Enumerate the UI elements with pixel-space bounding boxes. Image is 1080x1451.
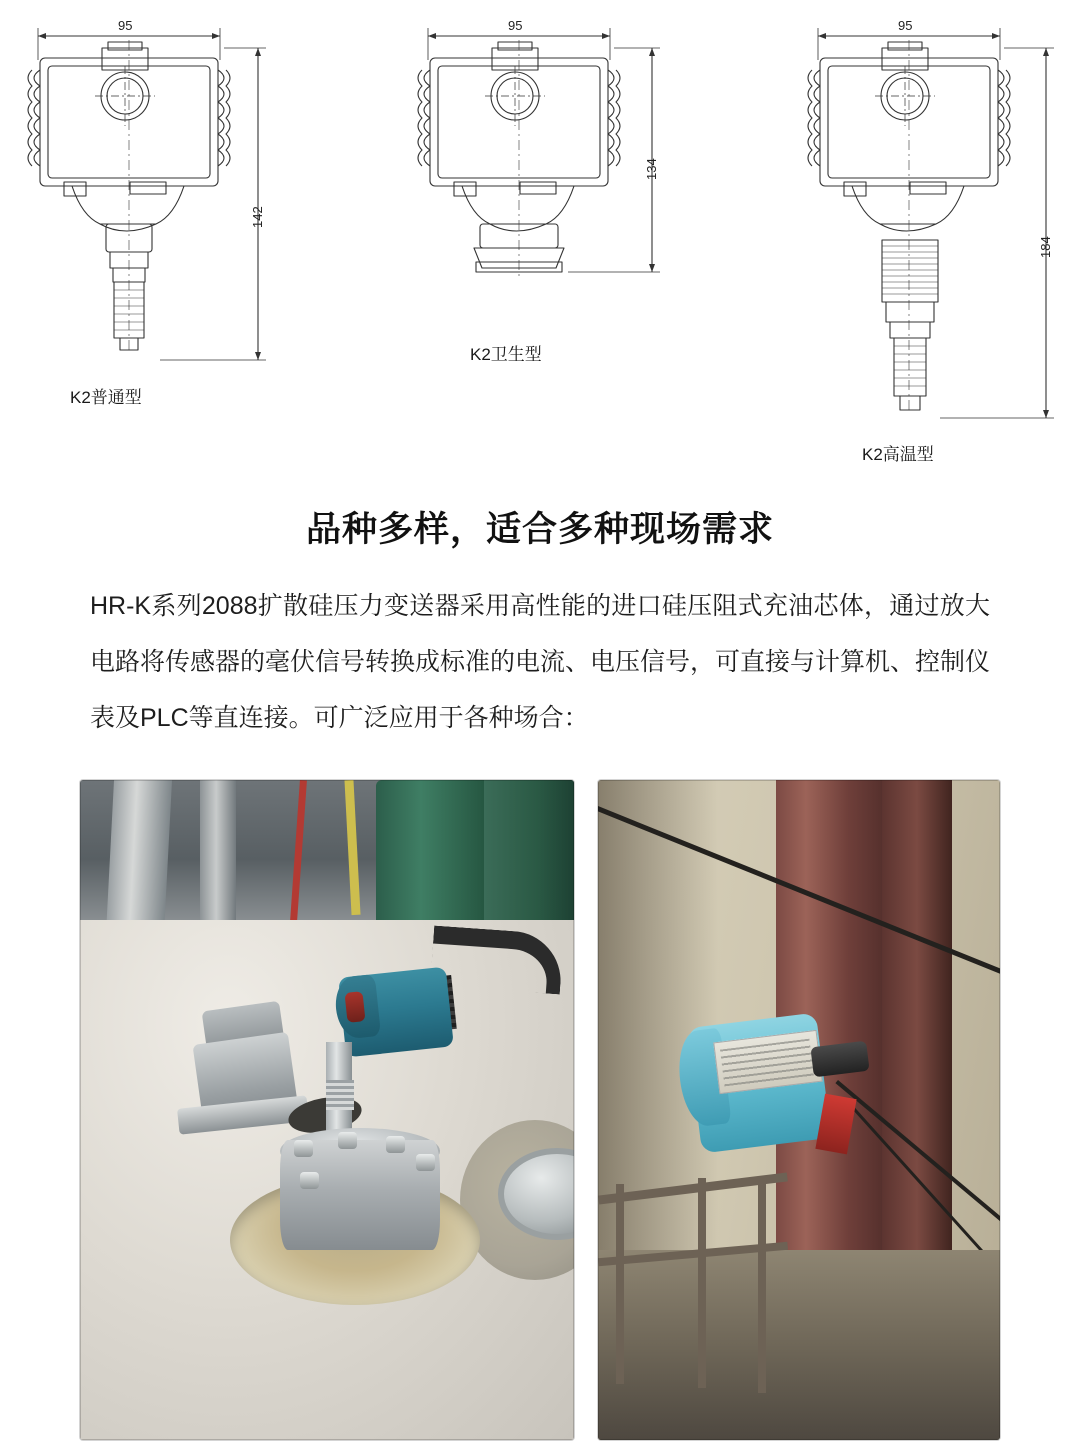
photo-right-floor	[598, 1250, 1000, 1440]
figure-caption-k2-sanitary: K2卫生型	[470, 345, 542, 364]
figure-caption-k2-standard: K2普通型	[70, 388, 142, 407]
figure-k2-high-temp	[790, 0, 1080, 445]
application-photo-right	[598, 780, 1000, 1440]
photo-left-flange-bolt	[338, 1132, 357, 1149]
technical-drawings-section	[0, 0, 1080, 480]
photo-left-transmitter-thread	[326, 1080, 354, 1110]
figure-k2-standard	[10, 0, 300, 425]
photo-left-transmitter-red-indicator	[344, 991, 365, 1023]
section-body-text: HR-K系列2088扩散硅压力变送器采用高性能的进口硅压阻式充油芯体，通过放大电路将传感器的毫伏信号转换成标准的电流、电压信号，可直接与计算机、控制仪表及PLC等直连接。可广泛应用于各种场合：	[90, 592, 991, 732]
photo-right-railing-post	[698, 1178, 706, 1388]
photo-left-flange-bolt	[416, 1154, 435, 1171]
figure-k2-sanitary	[400, 0, 690, 345]
figure-caption-k2-high-temp: K2高温型	[862, 445, 934, 464]
photo-right-railing-post	[616, 1184, 624, 1384]
application-photos	[80, 780, 1000, 1440]
k2-sanitary-width-dim: 95	[508, 18, 523, 33]
photo-left-flange-bolt	[300, 1172, 319, 1189]
k2-standard-height-dim: 142	[250, 206, 265, 228]
photo-right-railing-post	[758, 1178, 766, 1393]
section-headline: 品种多样，适合多种现场需求	[305, 510, 774, 549]
k2-sanitary-height-dim: 134	[644, 158, 659, 180]
k2-high-temp-drawing	[790, 0, 1080, 440]
k2-high-temp-width-dim: 95	[898, 18, 913, 33]
photo-left-flange-bolt	[294, 1140, 313, 1157]
k2-high-temp-height-dim: 184	[1038, 236, 1053, 258]
photo-left-flange-bolt	[386, 1136, 405, 1153]
application-photo-left	[80, 780, 574, 1440]
k2-standard-width-dim: 95	[118, 18, 133, 33]
